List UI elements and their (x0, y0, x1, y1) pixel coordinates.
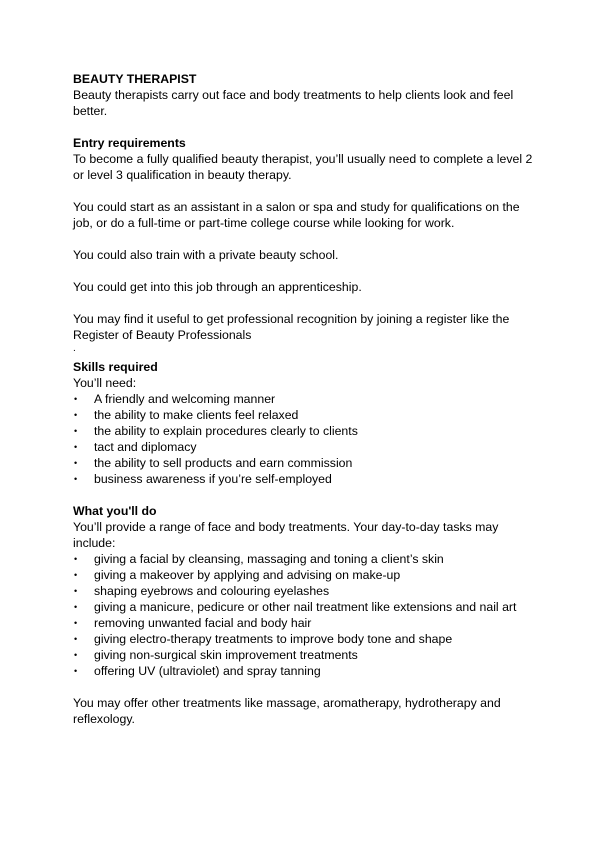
list-item: • removing unwanted facial and body hair (73, 615, 533, 631)
tasks-lead: You’ll provide a range of face and body treatments. Your day-to-day tasks may include: (73, 520, 499, 550)
list-item: • A friendly and welcoming manner (73, 391, 533, 407)
closing-paragraph: You may offer other treatments like massage, aromatherapy, hydrotherapy and reflexology. (73, 696, 501, 726)
skills-required-heading: Skills required (73, 360, 158, 374)
what-youll-do-heading: What you'll do (73, 504, 157, 518)
tasks-list (73, 551, 533, 679)
skills-lead: You’ll need: (73, 376, 137, 390)
list-item: • giving a makeover by applying and advising on make-up (73, 567, 533, 583)
list-item: • the ability to make clients feel relaxed (73, 407, 533, 423)
list-item: • giving electro-therapy treatments to improve body tone and shape (73, 631, 533, 647)
list-item: • giving non-surgical skin improvement treatments (73, 647, 533, 663)
skills-list (73, 391, 533, 487)
document-page (73, 71, 533, 727)
list-item: • business awareness if you’re self-employed (73, 471, 533, 487)
entry-paragraph: To become a fully qualified beauty therapist, you’ll usually need to complete a level 2 or level 3 qualification in beauty therapy. (73, 152, 533, 182)
list-item: • the ability to sell products and earn commission (73, 455, 533, 471)
list-item: • offering UV (ultraviolet) and spray tanning (73, 663, 533, 679)
entry-paragraph: You could also train with a private beauty school. (73, 248, 339, 262)
stray-dot: . (73, 343, 76, 354)
list-item: • shaping eyebrows and colouring eyelashes (73, 583, 533, 599)
entry-requirements-heading: Entry requirements (73, 136, 186, 150)
entry-paragraph: You may find it useful to get professional recognition by joining a register like the Register of Beauty Professionals (73, 312, 510, 342)
intro-paragraph: Beauty therapists carry out face and body treatments to help clients look and feel better. (73, 88, 514, 118)
entry-paragraph: You could get into this job through an apprenticeship. (73, 280, 362, 294)
document-title: BEAUTY THERAPIST (73, 72, 197, 86)
list-item: • the ability to explain procedures clearly to clients (73, 423, 533, 439)
entry-paragraph: You could start as an assistant in a salon or spa and study for qualifications on the job, or do a full-time or part-time college course while looking for work. (73, 200, 520, 230)
list-item: • tact and diplomacy (73, 439, 533, 455)
list-item: • giving a manicure, pedicure or other nail treatment like extensions and nail art (73, 599, 533, 615)
list-item: • giving a facial by cleansing, massaging and toning a client’s skin (73, 551, 533, 567)
